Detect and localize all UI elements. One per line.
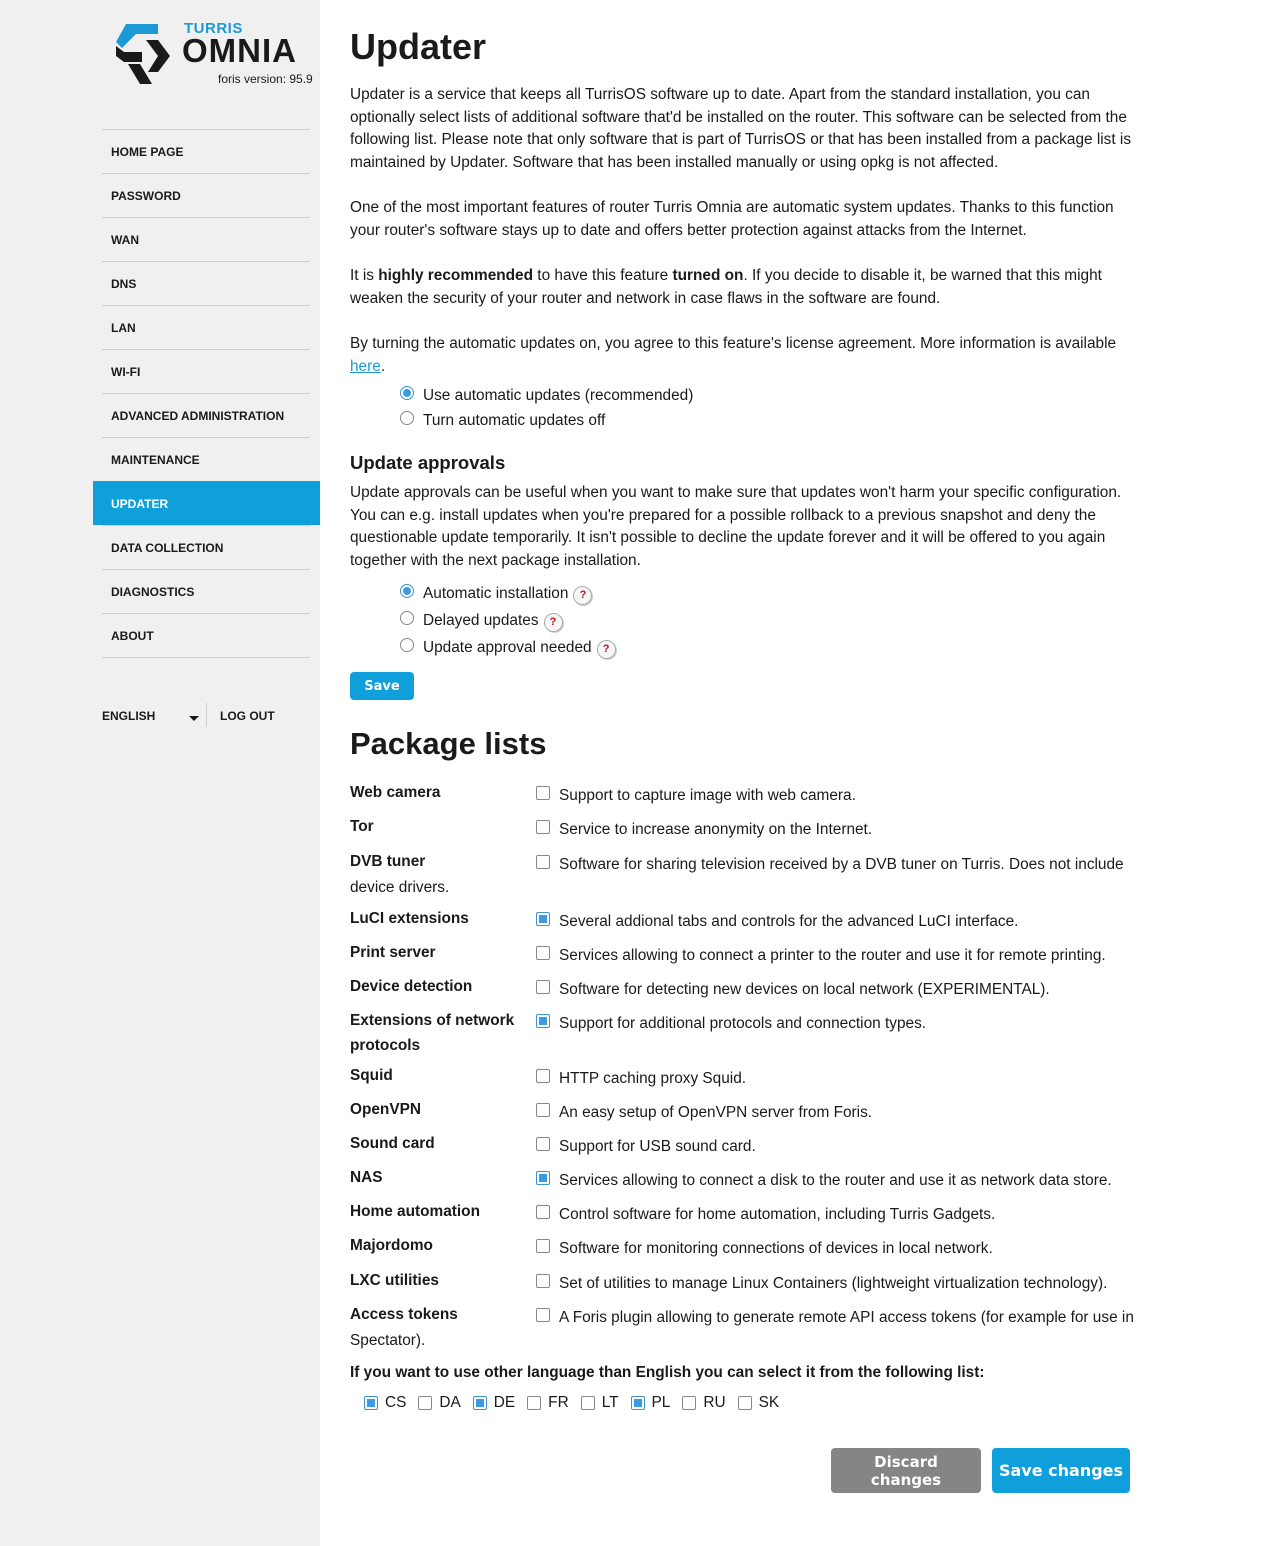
sidebar-item-home-page[interactable]: HOME PAGE xyxy=(102,129,310,173)
package-checkbox[interactable] xyxy=(536,1308,550,1322)
package-description: Software for sharing television received by a DVB tuner on Turris. Does not include xyxy=(559,856,1124,873)
language-checkbox[interactable] xyxy=(738,1396,752,1410)
license-here-link[interactable]: here xyxy=(350,357,381,375)
package-label: DVB tuner xyxy=(350,853,426,870)
approval-delayed-radio[interactable] xyxy=(400,611,414,625)
package-label: Web camera xyxy=(350,784,441,801)
package-label: Majordomo xyxy=(350,1237,433,1254)
language-option-sk[interactable] xyxy=(738,1394,780,1412)
sidebar-item-updater[interactable]: UPDATER xyxy=(93,481,320,525)
package-option[interactable] xyxy=(536,909,1136,934)
help-icon[interactable]: ? xyxy=(544,613,563,632)
license-part: . xyxy=(380,357,386,375)
approval-automatic-label: Automatic installation xyxy=(423,585,569,602)
package-description: HTTP caching proxy Squid. xyxy=(559,1070,747,1087)
package-label: Extensions of network protocols xyxy=(350,1012,515,1054)
save-button[interactable]: Save xyxy=(350,672,414,700)
package-checkbox[interactable] xyxy=(536,912,550,926)
language-checkbox[interactable] xyxy=(581,1396,595,1410)
language-select[interactable] xyxy=(102,709,206,723)
sidebar-nav xyxy=(102,129,310,658)
approval-needed-option[interactable] xyxy=(400,637,616,659)
package-option[interactable] xyxy=(536,783,1136,808)
package-description: Set of utilities to manage Linux Containers (lightweight virtualization technology). xyxy=(559,1275,1108,1292)
sidebar-item-data-collection[interactable]: DATA COLLECTION xyxy=(102,525,310,569)
auto-updates-off-label: Turn automatic updates off xyxy=(423,412,606,429)
package-option[interactable] xyxy=(536,1168,1136,1193)
auto-updates-on-option[interactable] xyxy=(400,385,693,407)
package-option[interactable] xyxy=(536,1236,1136,1261)
language-option-lt[interactable] xyxy=(581,1394,619,1412)
package-description: Software for monitoring connections of devices in local network. xyxy=(559,1240,993,1257)
sidebar-item-wifi[interactable]: WI-FI xyxy=(102,349,310,393)
logo-turris-text: TURRIS xyxy=(184,20,243,37)
package-description: An easy setup of OpenVPN server from Foris. xyxy=(559,1104,873,1121)
foris-version: foris version: 95.9 xyxy=(218,72,313,86)
package-label: NAS xyxy=(350,1169,383,1186)
package-label: Home automation xyxy=(350,1203,480,1220)
language-code: SK xyxy=(758,1394,780,1411)
language-checkbox[interactable] xyxy=(364,1396,378,1410)
approval-needed-radio[interactable] xyxy=(400,638,414,652)
language-option-de[interactable] xyxy=(473,1394,515,1412)
package-label: LXC utilities xyxy=(350,1272,439,1289)
package-option[interactable] xyxy=(536,852,1136,877)
package-lists-title: Package lists xyxy=(350,726,547,761)
package-description: Support to capture image with web camera. xyxy=(559,787,856,804)
package-checkbox[interactable] xyxy=(536,1103,550,1117)
sidebar xyxy=(0,0,320,1546)
package-label: OpenVPN xyxy=(350,1101,421,1118)
package-option[interactable] xyxy=(536,1271,1136,1296)
save-changes-button[interactable]: Save changes xyxy=(992,1448,1130,1493)
approval-automatic-option[interactable] xyxy=(400,583,592,605)
language-code: DE xyxy=(493,1394,516,1411)
language-checkbox[interactable] xyxy=(418,1396,432,1410)
language-code: RU xyxy=(703,1394,726,1411)
help-icon[interactable]: ? xyxy=(597,640,616,659)
package-checkbox[interactable] xyxy=(536,1014,550,1028)
page-title: Updater xyxy=(350,26,487,67)
language-option-ru[interactable] xyxy=(682,1394,725,1412)
caret-down-icon xyxy=(189,716,199,721)
package-description: A Foris plugin allowing to generate remote API access tokens (for example for use in xyxy=(559,1309,1134,1326)
language-code: LT xyxy=(601,1394,619,1411)
package-option[interactable] xyxy=(536,1305,1136,1330)
languages-title: If you want to use other language than English you can select it from the following list: xyxy=(350,1364,985,1381)
package-option[interactable] xyxy=(536,817,1136,842)
approval-automatic-radio[interactable] xyxy=(400,584,414,598)
package-checkbox[interactable] xyxy=(536,1205,550,1219)
approval-delayed-label: Delayed updates xyxy=(423,612,539,629)
help-icon[interactable]: ? xyxy=(573,586,592,605)
intro-text: Updater is a service that keeps all TurrisOS software up to date. Apart from the standard installation, you can optionally select lists of additional software that'd be installed on the router. This software can be selected from the following list. Please note that only software that is part of TurrisOS or that has been installed from a package list is maintained by Updater. Software that has been installed manually or using opkg is not affected. xyxy=(350,86,1132,171)
approvals-text: Update approvals can be useful when you want to make sure that updates won't harm your specific configuration. You can e.g. install updates when you're prepared for a possible rollback to a previous snapshot and deny the questionable update temporarily. It isn't possible to decline the update forever and it will be offered to you again together with the next package installation. xyxy=(350,484,1122,569)
language-code: FR xyxy=(548,1394,569,1411)
package-checkbox[interactable] xyxy=(536,1239,550,1253)
package-description: Service to increase anonymity on the Internet. xyxy=(559,821,873,838)
approval-delayed-option[interactable] xyxy=(400,610,563,632)
divider xyxy=(206,703,207,727)
sidebar-item-diagnostics[interactable]: DIAGNOSTICS xyxy=(102,569,310,613)
language-code: PL xyxy=(651,1394,671,1411)
language-checkbox[interactable] xyxy=(527,1396,541,1410)
language-options xyxy=(364,1394,791,1412)
recommendation-text xyxy=(350,265,1145,310)
turris-logo-icon xyxy=(112,22,176,86)
package-checkbox[interactable] xyxy=(536,980,550,994)
package-checkbox[interactable] xyxy=(536,1069,550,1083)
logo-omnia-text: OMNIA xyxy=(182,32,297,69)
package-label: Print server xyxy=(350,944,436,961)
package-description-continued: device drivers. xyxy=(350,879,450,896)
sidebar-item-wan[interactable]: WAN xyxy=(102,217,310,261)
language-option-fr[interactable] xyxy=(527,1394,569,1412)
auto-updates-off-option[interactable] xyxy=(400,410,605,432)
approval-needed-label: Update approval needed xyxy=(423,639,592,656)
package-description: Support for additional protocols and connection types. xyxy=(559,1015,927,1032)
feature-text: One of the most important features of router Turris Omnia are automatic system updates. Thanks to this function your router's software stays up to date and offers better protection against attacks from the Internet. xyxy=(350,199,1114,239)
language-checkbox[interactable] xyxy=(473,1396,487,1410)
package-checkbox[interactable] xyxy=(536,1274,550,1288)
package-option[interactable] xyxy=(536,1134,1136,1159)
language-checkbox[interactable] xyxy=(631,1396,645,1410)
recommendation-part: It is xyxy=(350,267,379,284)
package-option[interactable] xyxy=(536,1011,1136,1036)
auto-updates-off-radio[interactable] xyxy=(400,411,414,425)
discard-changes-button[interactable]: Discard changes xyxy=(831,1448,981,1493)
package-label: Access tokens xyxy=(350,1306,458,1323)
language-code: CS xyxy=(385,1394,407,1411)
sidebar-item-lan[interactable]: LAN xyxy=(102,305,310,349)
sidebar-item-dns[interactable]: DNS xyxy=(102,261,310,305)
package-checkbox[interactable] xyxy=(536,855,550,869)
package-description: Services allowing to connect a disk to the router and use it as network data store. xyxy=(559,1172,1112,1189)
approvals-title: Update approvals xyxy=(350,452,506,473)
package-option[interactable] xyxy=(536,943,1136,968)
logout-link[interactable]: LOG OUT xyxy=(220,709,275,723)
package-checkbox[interactable] xyxy=(536,786,550,800)
package-option[interactable] xyxy=(536,1066,1136,1091)
auto-updates-on-radio[interactable] xyxy=(400,386,414,400)
language-value: ENGLISH xyxy=(102,709,156,723)
license-part: By turning the automatic updates on, you agree to this feature's license agreement. More information is available xyxy=(350,335,1117,352)
package-option[interactable] xyxy=(536,1202,1136,1227)
language-option-cs[interactable] xyxy=(364,1394,406,1412)
package-description: Control software for home automation, including Turris Gadgets. xyxy=(559,1206,996,1223)
package-label: LuCI extensions xyxy=(350,910,469,927)
package-description: Several addional tabs and controls for the advanced LuCI interface. xyxy=(559,913,1019,930)
language-checkbox[interactable] xyxy=(682,1396,696,1410)
package-label: Sound card xyxy=(350,1135,435,1152)
sidebar-item-maintenance[interactable]: MAINTENANCE xyxy=(102,437,310,481)
recommendation-bold: highly recommended xyxy=(378,267,534,284)
language-option-pl[interactable] xyxy=(631,1394,671,1412)
sidebar-item-about[interactable]: ABOUT xyxy=(102,613,310,658)
package-label: Squid xyxy=(350,1067,393,1084)
package-description: Services allowing to connect a printer to the router and use it for remote printing. xyxy=(559,947,1106,964)
package-label: Device detection xyxy=(350,978,473,995)
package-option[interactable] xyxy=(536,977,1136,1002)
package-description: Support for USB sound card. xyxy=(559,1138,756,1155)
package-description: Software for detecting new devices on local network (EXPERIMENTAL). xyxy=(559,981,1050,998)
package-checkbox[interactable] xyxy=(536,1137,550,1151)
package-label: Tor xyxy=(350,818,374,835)
license-text xyxy=(350,333,1145,378)
language-code: DA xyxy=(439,1394,461,1411)
package-checkbox[interactable] xyxy=(536,1171,550,1185)
recommendation-part: to have this feature xyxy=(533,267,673,284)
package-description-continued: Spectator). xyxy=(350,1332,426,1349)
recommendation-bold: turned on xyxy=(672,267,744,284)
recommendation-part: . If you decide to disable it, be warned that this might weaken the security of your router and network in case flaws in the software are found. xyxy=(350,267,1102,307)
sidebar-item-advanced-administration[interactable]: ADVANCED ADMINISTRATION xyxy=(102,393,310,437)
package-checkbox[interactable] xyxy=(536,946,550,960)
language-option-da[interactable] xyxy=(418,1394,460,1412)
auto-updates-on-label: Use automatic updates (recommended) xyxy=(423,387,694,404)
sidebar-item-password[interactable]: PASSWORD xyxy=(102,173,310,217)
package-checkbox[interactable] xyxy=(536,820,550,834)
package-option[interactable] xyxy=(536,1100,1136,1125)
